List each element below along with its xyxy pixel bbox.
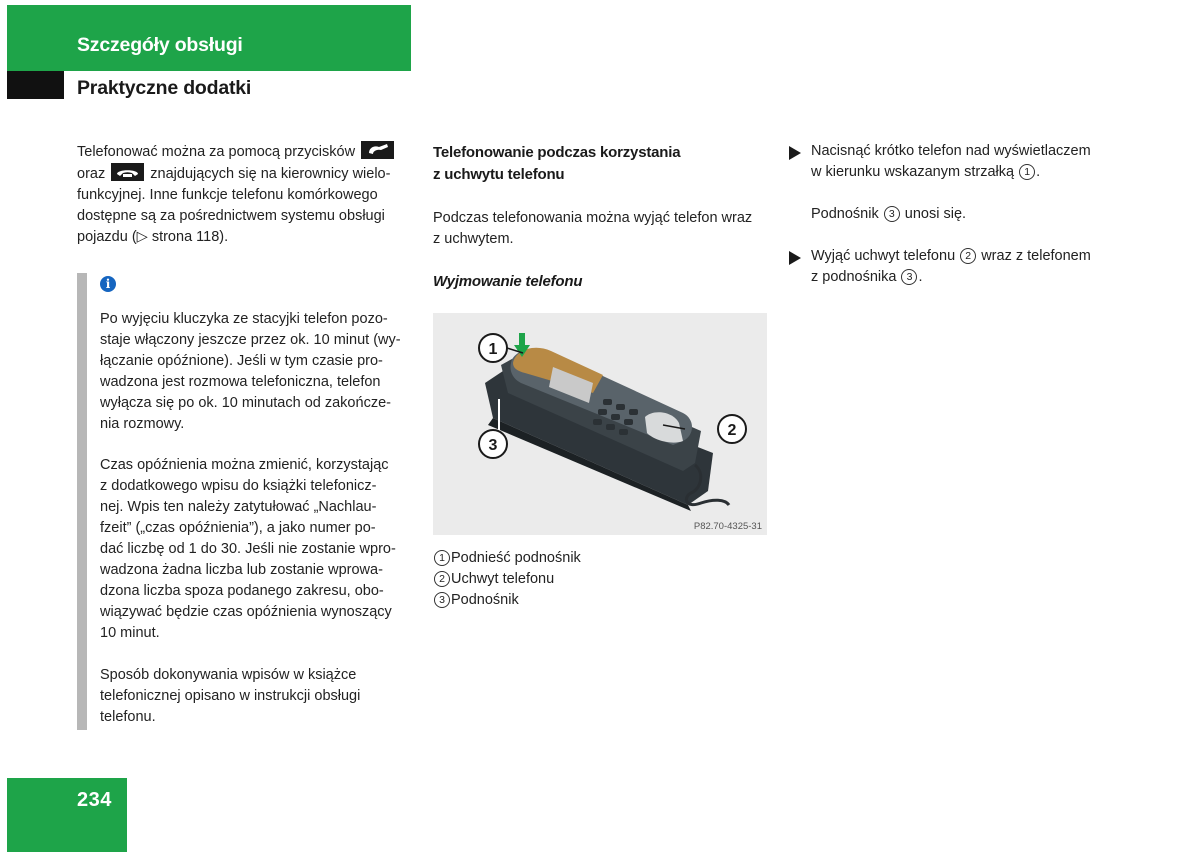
header-black-tab xyxy=(7,71,64,99)
step-bullet-icon xyxy=(789,146,801,160)
figure-legend xyxy=(433,548,769,611)
step-bullet-icon xyxy=(789,251,801,265)
subheading-remove-phone: Wyjmowanie telefonu xyxy=(433,273,583,290)
callout-2-label: 2 xyxy=(727,422,737,439)
section-heading: Telefonowanie podczas korzystania z uchwytu telefonu xyxy=(433,144,681,183)
step-2: Wyjąć uchwyt telefonu 2 wraz z telefonem z podnośnika 3 . xyxy=(789,246,1129,288)
callout-3-label: 3 xyxy=(488,437,498,454)
info-bar xyxy=(77,273,87,730)
legend-item: 1 Podnieść podnośnik xyxy=(433,548,769,569)
callout-1-label: 1 xyxy=(488,341,498,358)
phone-cradle-illustration xyxy=(433,313,767,535)
info-paragraph-1: Po wyjęciu kluczyka ze stacyjki telefon pozo- staje włączony jeszcze przez ok. 10 minut (wy- łączanie opóźnione). Jeśli w tym czasie pro- wadzona jest rozmowa telefoniczna, telefon wyłącza się po ok. 10 minutach od zakończe- nia rozmowy. xyxy=(100,311,401,432)
info-icon: i xyxy=(100,276,116,292)
info-paragraph-3: Sposób dokonywania wpisów w książce telefonicznej opisano w instrukcji obsługi telefonu. xyxy=(100,667,361,725)
section-title: Szczegóły obsługi xyxy=(77,34,243,56)
step-1: Nacisnąć krótko telefon nad wyświetlaczem w kierunku wskazanym strzałką 1 . xyxy=(789,141,1129,183)
info-paragraph-2: Czas opóźnienia można zmienić, korzystając z dodatkowego wpisu do książki telefonicz- nej. Wpis ten należy zatytułować „Nachlau- fzeit” („czas opóźnienia”), a jako numer po- dać liczbę od 1 do 30. Jeśli nie zostanie wpro- wadzona żadna liczba lub zostanie wprowa- dzona liczba spoza podanego zakresu, obo- wiązywać będzie czas opóźnienia wynoszący 10 minut. xyxy=(100,457,396,641)
phone-accept-icon xyxy=(361,141,394,159)
section-paragraph: Podczas telefonowania można wyjąć telefon wraz z uchwytem. xyxy=(433,210,753,247)
page-number: 234 xyxy=(77,789,112,811)
legend-item: 2 Uchwyt telefonu xyxy=(433,569,769,590)
intro-paragraph: Telefonować można za pomocą przycisków oraz znajdujących się na kierownicy wielo- funkcyjnej. Inne funkcje telefonu komórkowego dostępne są za pośrednictwem systemu obsługi pojazdu (▷ strona 118). xyxy=(77,141,417,248)
phone-end-icon xyxy=(111,163,144,181)
step-1-result: Podnośnik 3 unosi się. xyxy=(811,206,967,222)
subsection-title: Praktyczne dodatki xyxy=(77,77,252,99)
info-box xyxy=(77,273,417,730)
figure-code: P82.70-4325-31 xyxy=(693,521,762,532)
legend-item: 3 Podnośnik xyxy=(433,590,769,611)
phone-cradle-figure xyxy=(433,313,767,535)
